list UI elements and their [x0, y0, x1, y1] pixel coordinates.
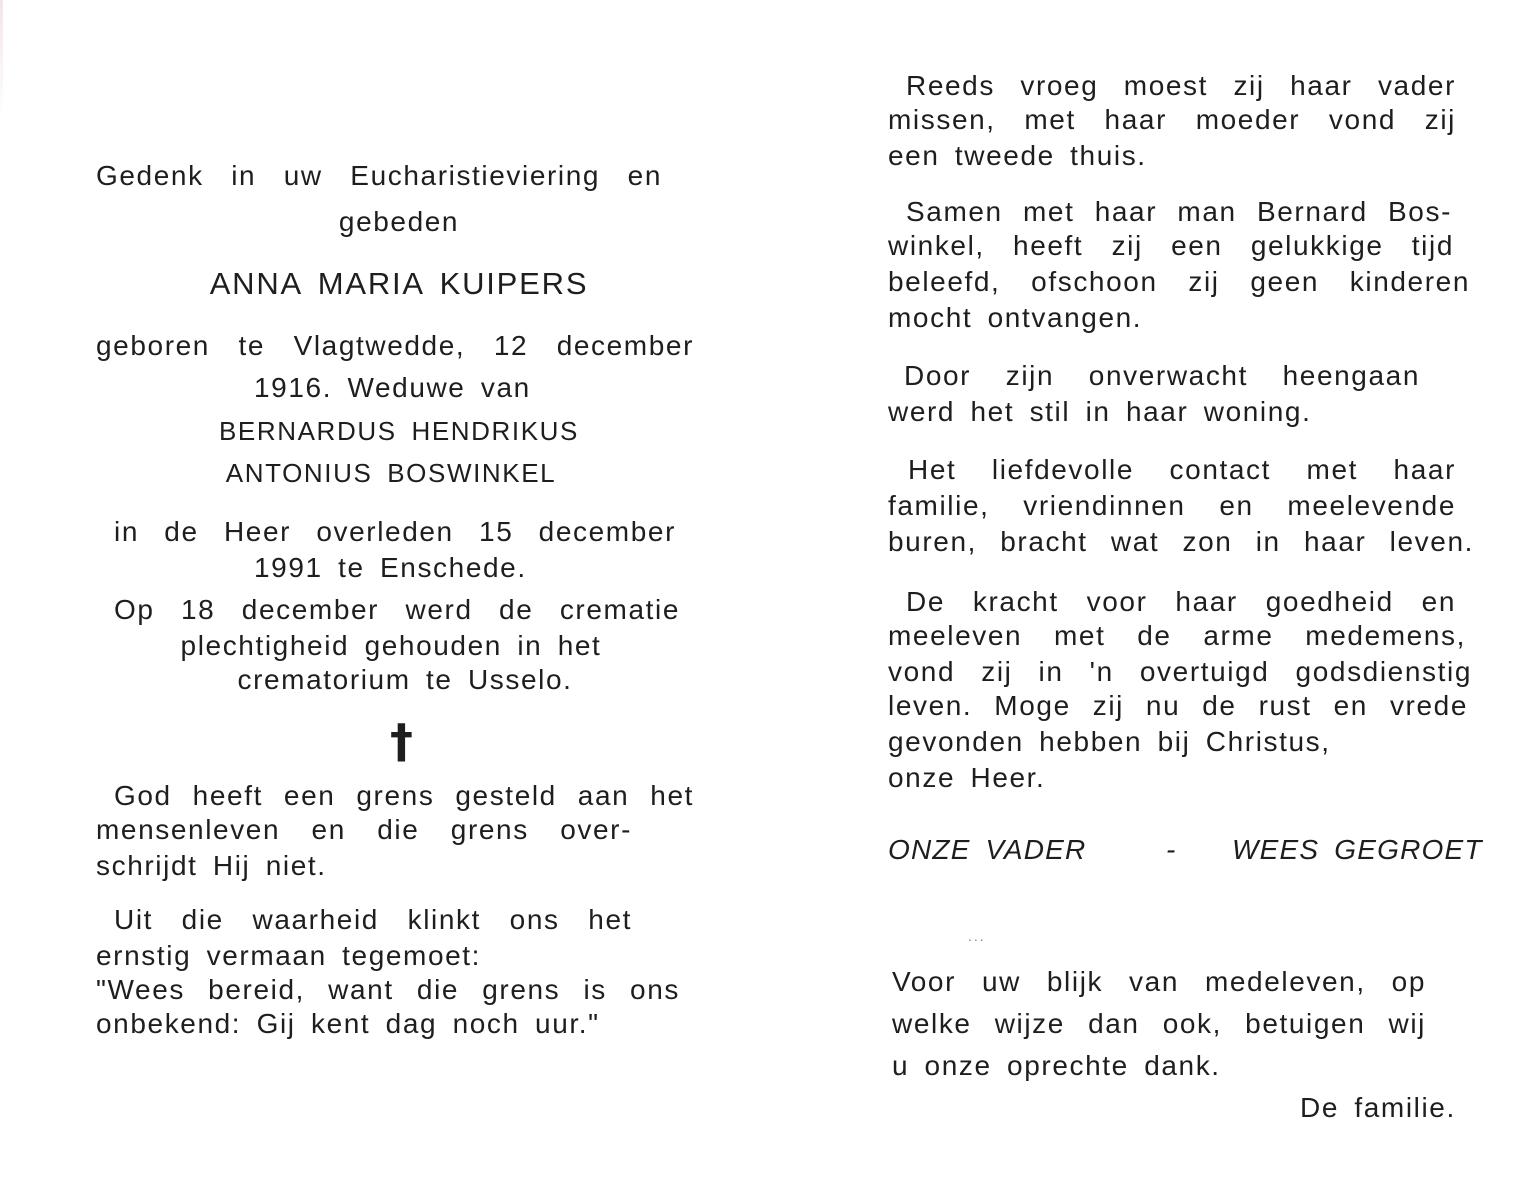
ellipsis-mark: ...	[968, 928, 986, 944]
cremation-line-2: plechtigheid gehouden in het	[180, 630, 602, 661]
quote2-line-3: "Wees bereid, want die grens is ons	[96, 974, 680, 1005]
p2-line-2: winkel, heeft zij een gelukkige tijd	[888, 230, 1454, 261]
prayer-wees-gegroet: WEES GEGROET	[1232, 834, 1483, 865]
p4-line-1: Het liefdevolle contact met haar	[908, 454, 1456, 485]
quote1-line-3: schrijdt Hij niet.	[96, 850, 327, 881]
death-line-1: in de Heer overleden 15 december	[114, 516, 676, 547]
quote2-line-1: Uit die waarheid klinkt ons het	[114, 904, 632, 935]
p4-line-2: familie, vriendinnen en meelevende	[888, 490, 1456, 521]
p2-line-1: Samen met haar man Bernard Bos-	[906, 196, 1452, 227]
quote1-line-2: mensenleven en die grens over-	[96, 814, 632, 845]
signature: De familie.	[1300, 1092, 1456, 1123]
p5-line-2: meeleven met de arme medemens,	[888, 620, 1466, 651]
deceased-name: ANNA MARIA KUIPERS	[209, 266, 589, 301]
prayer-onze-vader: ONZE VADER	[888, 834, 1087, 865]
thanks-line-2: welke wijze dan ook, betuigen wij	[892, 1008, 1426, 1039]
quote2-line-2: ernstig vermaan tegemoet:	[96, 940, 482, 971]
p1-line-1: Reeds vroeg moest zij haar vader	[906, 70, 1456, 101]
cremation-line-1: Op 18 december werd de crematie	[114, 594, 680, 625]
p2-line-4: mocht ontvangen.	[888, 302, 1143, 333]
thanks-line-1: Voor uw blijk van medeleven, op	[892, 966, 1426, 997]
p5-line-5: gevonden hebben bij Christus,	[888, 726, 1331, 757]
p4-line-3: buren, bracht wat zon in haar leven.	[888, 526, 1474, 557]
cross-icon: †	[390, 714, 415, 768]
death-line-2: 1991 te Enschede.	[254, 552, 527, 583]
p5-line-1: De kracht voor haar goedheid en	[906, 586, 1456, 617]
birth-line-1: geboren te Vlagtwedde, 12 december	[96, 330, 694, 361]
p3-line-1: Door zijn onverwacht heengaan	[904, 360, 1420, 391]
birth-line-2: 1916. Weduwe van	[254, 372, 531, 403]
intro-line-1: Gedenk in uw Eucharistieviering en	[96, 160, 662, 191]
edge-mark	[0, 0, 3, 120]
p5-line-6: onze Heer.	[888, 762, 1046, 793]
cremation-line-3: crematorium te Usselo.	[237, 664, 573, 695]
p1-line-2: missen, met haar moeder vond zij	[888, 104, 1456, 135]
quote2-line-4: onbekend: Gij kent dag noch uur."	[96, 1008, 600, 1039]
p5-line-4: leven. Moge zij nu de rust en vrede	[888, 690, 1468, 721]
p5-line-3: vond zij in 'n overtuigd godsdienstig	[888, 656, 1472, 687]
p3-line-2: werd het stil in haar woning.	[888, 396, 1312, 427]
spouse-line-1: BERNARDUS HENDRIKUS	[218, 416, 579, 446]
spouse-line-2: ANTONIUS BOSWINKEL	[225, 458, 557, 488]
quote1-line-1: God heeft een grens gesteld aan het	[114, 780, 694, 811]
intro-line-2: gebeden	[338, 206, 460, 237]
p1-line-3: een tweede thuis.	[888, 140, 1147, 171]
prayer-separator: -	[1166, 834, 1177, 865]
thanks-line-3: u onze oprechte dank.	[892, 1050, 1221, 1081]
p2-line-3: beleefd, ofschoon zij geen kinderen	[888, 266, 1470, 297]
